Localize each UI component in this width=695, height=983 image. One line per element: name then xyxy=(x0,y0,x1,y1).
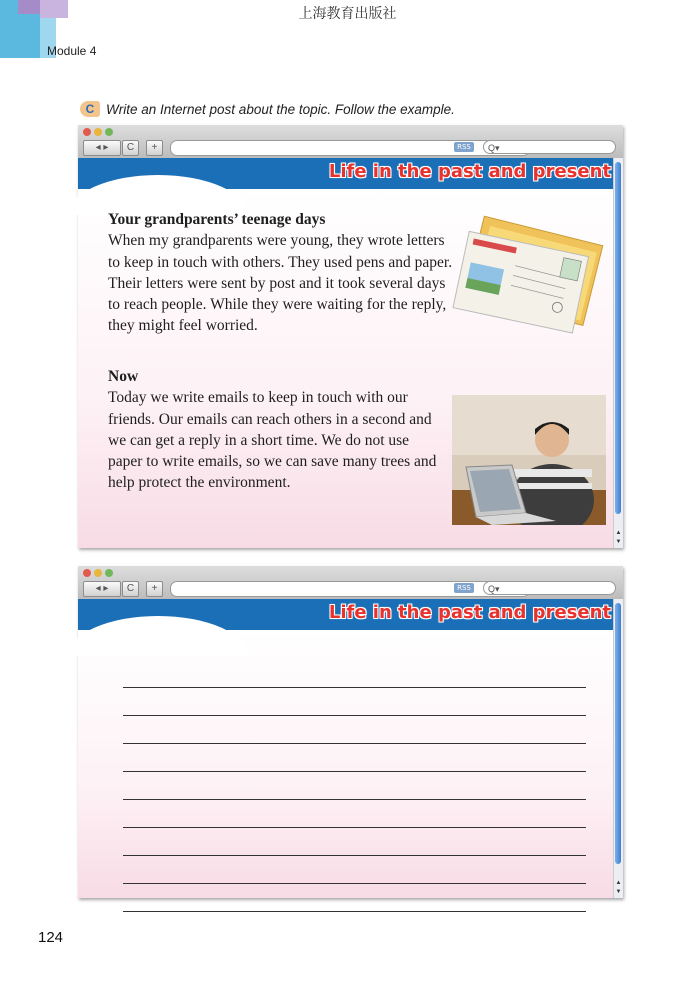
module-label: Module 4 xyxy=(47,44,97,58)
writing-lines[interactable] xyxy=(123,660,586,912)
writing-line[interactable] xyxy=(123,716,586,744)
writing-line[interactable] xyxy=(123,688,586,716)
letters-photo xyxy=(450,211,610,336)
article-now xyxy=(108,366,443,494)
page-number: 124 xyxy=(38,929,64,946)
reload-button[interactable]: C xyxy=(122,581,139,597)
paragraph-past: When my grandparents were young, they wrote letters to keep in touch with others. They used pens and paper. Their letters were sent by post and it took several days to reach people. While they were waiting for the reply, they might feel worried. xyxy=(108,232,453,335)
reload-button[interactable]: C xyxy=(122,140,139,156)
instruction xyxy=(80,101,455,117)
boy-computer-photo xyxy=(452,395,606,525)
minimize-dot-icon[interactable] xyxy=(94,128,102,136)
heading-past: Your grandparents’ teenage days xyxy=(108,211,326,228)
scroll-down-icon[interactable]: ▼ xyxy=(615,539,622,545)
scrollbar[interactable] xyxy=(613,599,623,898)
minimize-dot-icon[interactable] xyxy=(94,569,102,577)
banner-title: Life in the past and present xyxy=(328,602,611,623)
section-badge: C xyxy=(80,101,100,117)
scroll-up-icon[interactable]: ▲ xyxy=(615,880,622,886)
heading-now: Now xyxy=(108,368,139,385)
back-forward-button[interactable]: ◂ ▸ xyxy=(83,581,121,597)
close-dot-icon[interactable] xyxy=(83,569,91,577)
address-bar[interactable] xyxy=(170,140,530,156)
scrollbar-thumb[interactable] xyxy=(615,603,621,864)
publisher-header: 上海教育出版社 xyxy=(298,6,397,22)
address-bar[interactable] xyxy=(170,581,530,597)
scroll-down-icon[interactable]: ▼ xyxy=(615,889,622,895)
writing-line[interactable] xyxy=(123,828,586,856)
zoom-dot-icon[interactable] xyxy=(105,128,113,136)
writing-browser-window xyxy=(78,566,623,898)
writing-line[interactable] xyxy=(123,856,586,884)
rss-icon[interactable]: RSS xyxy=(454,142,474,152)
article-past xyxy=(108,209,453,337)
writing-line[interactable] xyxy=(123,772,586,800)
paragraph-now: Today we write emails to keep in touch with our friends. Our emails can reach others in a second and we can get a reply in a short time. We do not use paper to write emails, so we can save many trees and help protect the environment. xyxy=(108,389,437,492)
writing-line[interactable] xyxy=(123,660,586,688)
add-tab-button[interactable]: + xyxy=(146,581,163,597)
rss-icon[interactable]: RSS xyxy=(454,583,474,593)
instruction-text: Write an Internet post about the topic. Follow the example. xyxy=(106,101,455,117)
add-tab-button[interactable]: + xyxy=(146,140,163,156)
example-browser-window xyxy=(78,125,623,548)
search-field[interactable]: Q▾ xyxy=(483,140,616,154)
back-forward-button[interactable]: ◂ ▸ xyxy=(83,140,121,156)
writing-line[interactable] xyxy=(123,744,586,772)
search-field[interactable]: Q▾ xyxy=(483,581,616,595)
zoom-dot-icon[interactable] xyxy=(105,569,113,577)
close-dot-icon[interactable] xyxy=(83,128,91,136)
banner-title: Life in the past and present xyxy=(328,161,611,182)
browser-toolbar xyxy=(78,566,623,600)
scrollbar[interactable] xyxy=(613,158,623,548)
scrollbar-thumb[interactable] xyxy=(615,162,621,514)
writing-line[interactable] xyxy=(123,884,586,912)
scroll-up-icon[interactable]: ▲ xyxy=(615,530,622,536)
browser-toolbar xyxy=(78,125,623,159)
writing-line[interactable] xyxy=(123,800,586,828)
